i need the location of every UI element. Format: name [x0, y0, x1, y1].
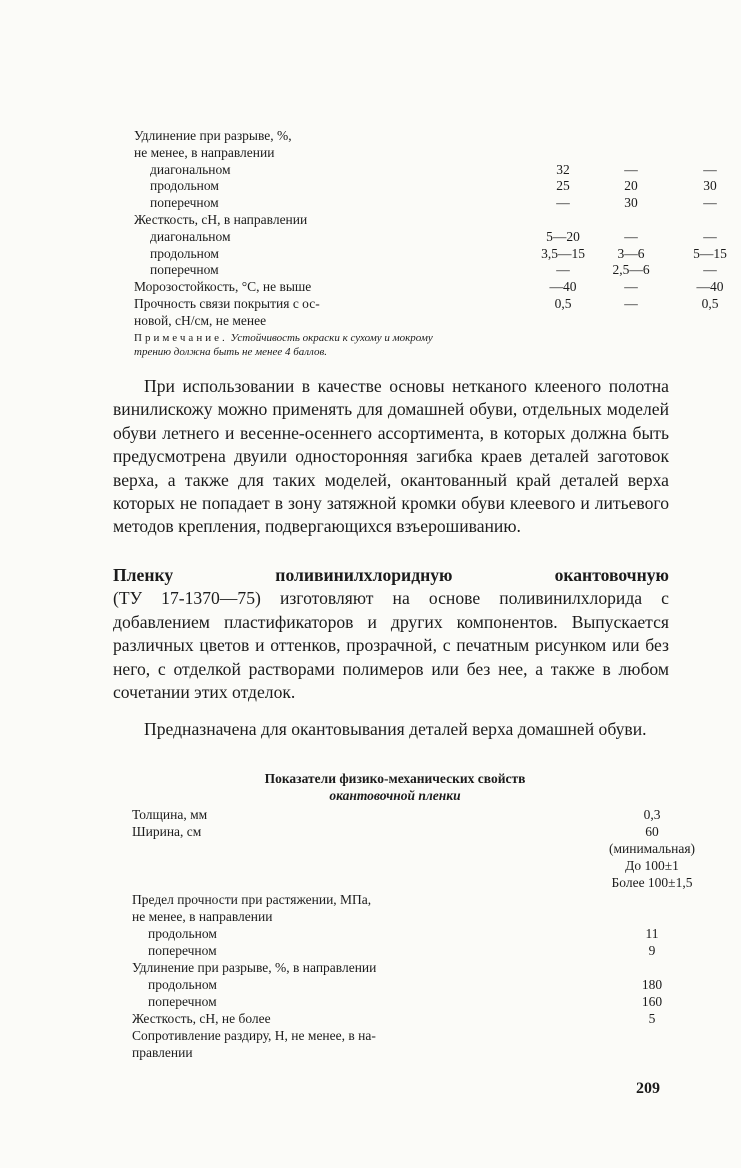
cell-c3: 30 [703, 178, 717, 194]
row-label: Удлинение при разрыве, %, [134, 128, 292, 143]
table-row [134, 212, 614, 229]
cell-c3: 5—15 [693, 245, 727, 261]
row-value: 160 [641, 994, 663, 1009]
cell-c1: — [556, 262, 570, 278]
row-value: 60 [645, 824, 659, 839]
table-row [134, 262, 717, 279]
row-label: поперечном [148, 994, 217, 1009]
paragraph-2-text: (ТУ 17-1370—75) изготовляют на основе поливинилхлорида с добавлением пластификаторов и других компонентов. Выпускается различных цветов и оттенков, прозрачной, с печатным рисунком или без него, с отделкой растворами полимеров или без нее, а также в любом сочетании этих отделок. [113, 588, 669, 703]
cell-c1: 25 [556, 178, 570, 194]
cell-c3: — [703, 262, 717, 278]
note-text-line1: Устойчивость окраски к сухому и мокрому [230, 332, 433, 344]
table-2-title-line1: Показатели физико-механических свойств [264, 771, 526, 786]
note-text-line2: трению должна быть не менее 4 баллов. [134, 346, 327, 358]
table-row [132, 840, 696, 857]
table-row [132, 806, 661, 823]
table-row [134, 295, 719, 313]
cell-c2: 2,5—6 [612, 262, 650, 278]
cell-c2: — [624, 228, 638, 244]
table-row [132, 942, 656, 959]
table-row [132, 925, 659, 942]
cell-c3: — [703, 228, 717, 244]
row-label: Удлинение при разрыве, %, в направлении [132, 960, 377, 975]
cell-c2: 20 [624, 178, 638, 194]
paragraph-3-text: Предназначена для окантовывания деталей верха домашней обуви. [144, 719, 647, 739]
row-label: новой, сН/см, не менее [134, 312, 267, 328]
page-number: 209 [636, 1080, 660, 1097]
table-row [134, 161, 717, 179]
row-label: Толщина, мм [132, 807, 208, 822]
row-label: правлении [132, 1045, 193, 1060]
table-row [132, 874, 693, 891]
row-label: поперечном [148, 943, 217, 958]
row-label: Жесткость, сН, в направлении [134, 211, 308, 227]
row-value: 0,3 [643, 807, 661, 822]
cell-c3: — [703, 161, 717, 177]
table-row [134, 128, 614, 145]
row-label: поперечном [150, 195, 219, 211]
cell-c2: 30 [624, 195, 638, 211]
note-prefix: Примечание. [134, 332, 228, 344]
table-row [134, 279, 724, 296]
properties-table-2 [132, 806, 696, 1061]
row-label: Жесткость, сН, не более [132, 1011, 271, 1026]
row-label: диагональном [150, 228, 231, 244]
table-row [132, 908, 632, 925]
table-row [134, 195, 717, 212]
row-label: не менее, в направлении [134, 144, 275, 160]
row-label: продольном [150, 245, 219, 261]
table-note [134, 331, 624, 359]
row-label: Морозостойкость, °С, не выше [134, 279, 312, 295]
table-row [132, 823, 659, 840]
cell-c2: 3—6 [617, 245, 645, 261]
paragraph-vinyl-leather [113, 375, 669, 539]
cell-c1: 32 [556, 161, 570, 177]
cell-c3: 0,5 [701, 295, 719, 311]
paragraph-1-text: При использовании в качестве основы нетканого клееного полотна винилискожу можно применять для домашней обуви, отдельных моделей обуви летнего и весенне-осеннего ассортимента, в которых должна быть предусмотрена двуили односторонняя загибка краев деталей заготовок верха, а также для таких моделей, окантованный край деталей верха которых не попадает в зону затяжной кромки обуви клеевого и литьевого методов крепления, подвергающихся взъерошиванию. [113, 376, 669, 537]
row-value: До 100±1 [625, 858, 679, 873]
cell-c2: — [624, 279, 638, 295]
table-row [134, 178, 717, 195]
row-label: поперечном [150, 262, 219, 278]
row-label: Предел прочности при растяжении, МПа, [132, 892, 372, 907]
table-row [132, 1044, 632, 1061]
row-label: продольном [148, 977, 217, 992]
row-label: продольном [148, 926, 217, 941]
cell-c3: —40 [696, 279, 724, 295]
table-row [132, 1010, 656, 1027]
table-row [132, 959, 632, 976]
cell-c2: — [624, 161, 638, 177]
table-row [134, 145, 614, 162]
cell-c3: — [703, 195, 717, 211]
cell-c1: 0,5 [554, 295, 572, 311]
table-2-title-line2: окантовочной пленки [329, 788, 461, 803]
row-value: 9 [648, 943, 656, 958]
cell-c2: — [624, 295, 638, 311]
row-label: продольном [150, 178, 219, 194]
table-row [132, 891, 632, 908]
table-2-title [180, 770, 610, 804]
row-value: Более 100±1,5 [611, 875, 693, 890]
cell-c1: 5—20 [546, 228, 580, 244]
row-value: 180 [641, 977, 663, 992]
row-value: 11 [645, 926, 659, 941]
table-row [134, 245, 727, 263]
row-label: диагональном [150, 161, 231, 177]
table-row [132, 1027, 632, 1044]
paragraph-2-bold-term: Пленку поливинилхлоридную окантовочную [113, 565, 669, 585]
row-label: Сопротивление раздиру, Н, не менее, в на- [132, 1028, 376, 1043]
row-label: Ширина, см [132, 824, 202, 839]
cell-c1: —40 [549, 279, 577, 295]
properties-table-1 [134, 128, 727, 330]
row-label: не менее, в направлении [132, 909, 273, 924]
row-value: (минимальная) [608, 841, 696, 856]
paragraph-purpose [113, 718, 669, 741]
table-row [132, 993, 663, 1010]
table-row [134, 313, 614, 330]
cell-c1: 3,5—15 [541, 245, 585, 261]
table-row [132, 976, 663, 993]
table-row [134, 228, 717, 246]
row-label: Прочность связи покрытия с ос- [134, 295, 320, 311]
paragraph-pvc-film [113, 564, 669, 704]
cell-c1: — [556, 195, 570, 211]
table-row [132, 857, 679, 874]
row-value: 5 [648, 1011, 656, 1026]
